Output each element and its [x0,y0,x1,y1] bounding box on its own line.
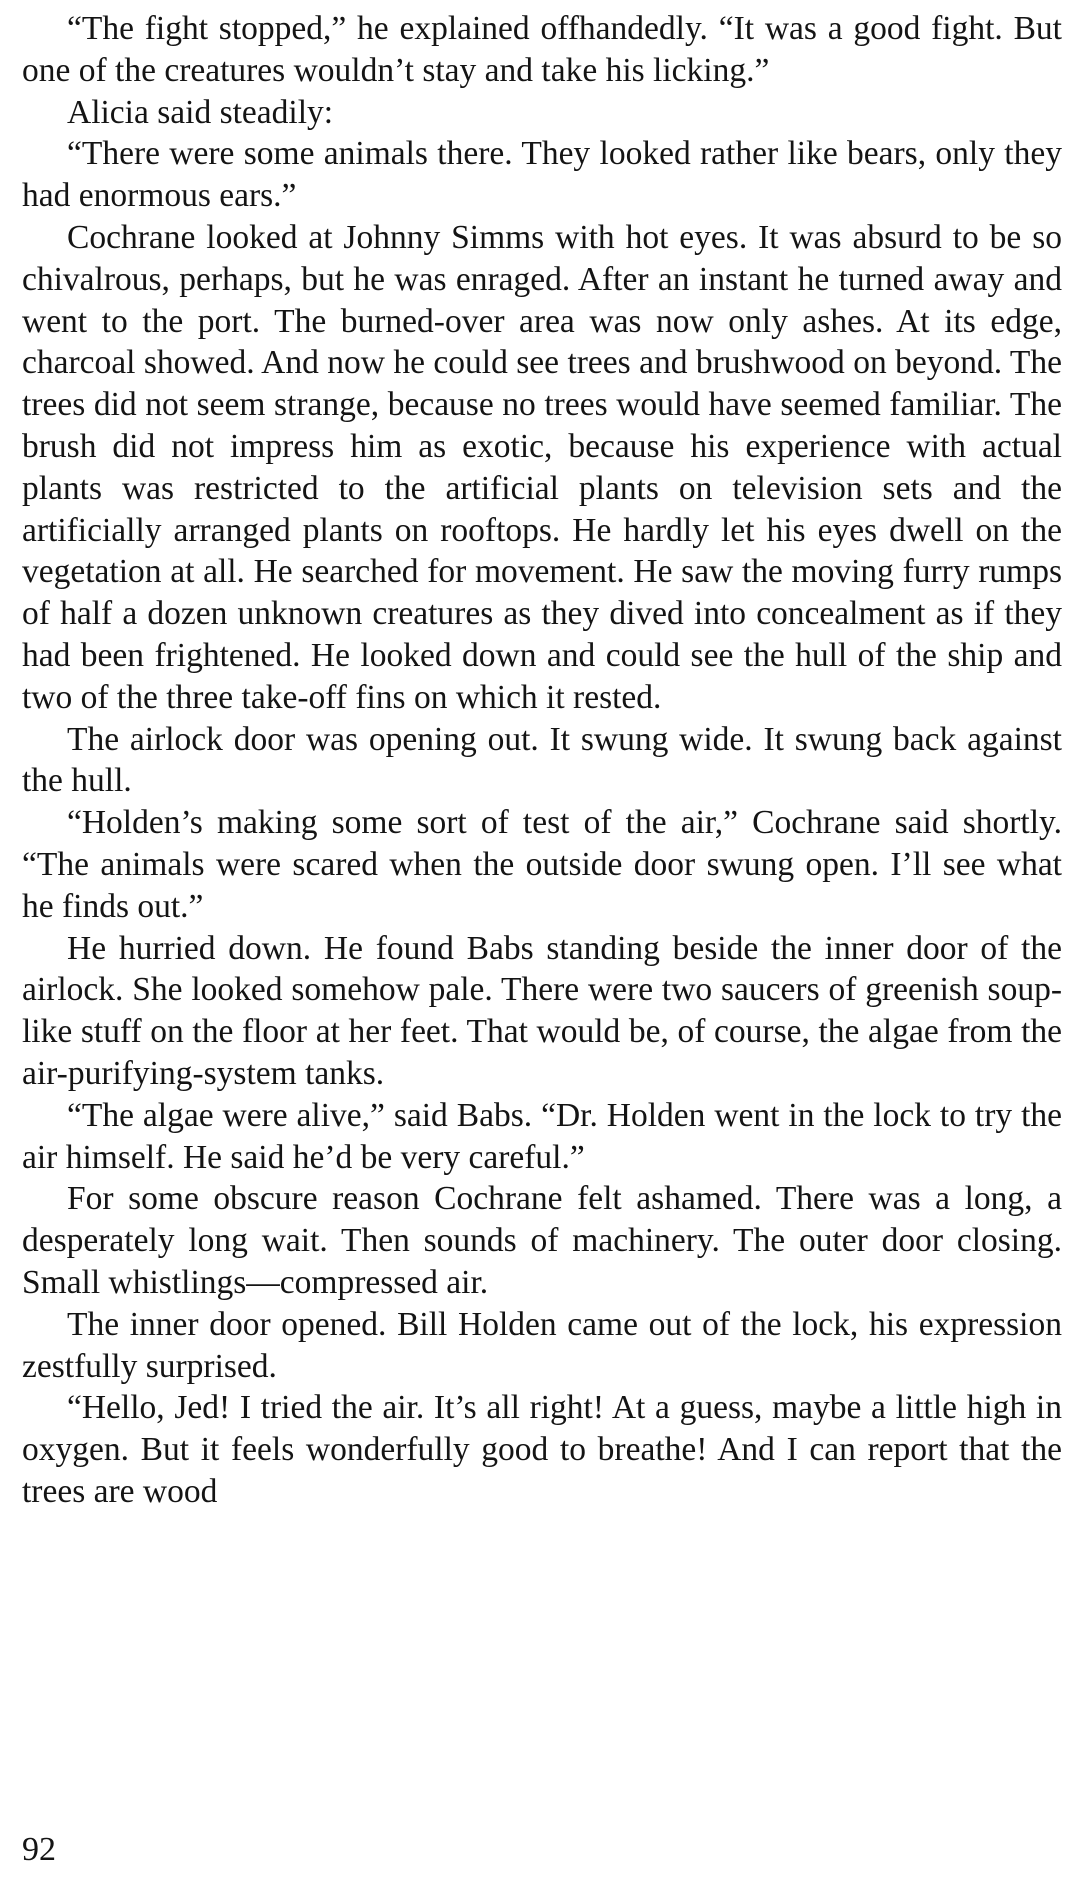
paragraph: “Hello, Jed! I tried the air. It’s all right! At a guess, maybe a little high in oxygen. But it feels wonderfully good to breathe! And I can report that the trees are wood [22,1389,1062,1510]
paragraph: Alicia said steadily: [67,93,334,131]
paragraph: Cochrane looked at Johnny Simms with hot eyes. It was absurd to be so chivalrous, perhaps, but he was enraged. After an instant he turned away and went to the port. The burned-over area was now only ashes. At its edge, charcoal showed. And now he could see trees and brushwood on beyond. The trees did not seem strange, because no trees would have seemed familiar. The brush did not impress him as exotic, because his experience with actual plants was restricted to the artificial plants on television sets and the artificially arranged plants on rooftops. He hardly let his eyes dwell on the vegetation at all. He searched for movement. He saw the moving furry rumps of half a dozen unknown creatures as they dived into concealment as if they had been frightened. He looked down and could see the hull of the ship and two of the three take-off fins on which it rested. [22,218,1062,716]
paragraph: “The algae were alive,” said Babs. “Dr. Holden went in the lock to try the air himself. He said he’d be very careful.” [22,1096,1062,1176]
paragraph: “There were some animals there. They looked rather like bears, only they had enormous ears.” [22,135,1062,215]
paragraph: The airlock door was opening out. It swung wide. It swung back against the hull. [22,720,1062,800]
paragraph: For some obscure reason Cochrane felt ashamed. There was a long, a desperately long wait. Then sounds of machinery. The outer door closing. Small whistlings—compressed air. [22,1180,1062,1301]
paragraph: He hurried down. He found Babs standing beside the inner door of the airlock. She looked somehow pale. There were two saucers of greenish soup-like stuff on the floor at her feet. That would be, of course, the algae from the air-purifying-system tanks. [22,929,1062,1092]
page-number: 92 [22,1831,56,1868]
paragraph: “The fight stopped,” he explained offhandedly. “It was a good fight. But one of the creatures wouldn’t stay and take his licking.” [22,10,1062,89]
paragraph: “Holden’s making some sort of test of the air,” Cochrane said shortly. “The animals were scared when the outside door swung open. I’ll see what he finds out.” [22,804,1062,925]
book-page [22,8,1062,1878]
paragraph: The inner door opened. Bill Holden came out of the lock, his expression zestfully surprised. [22,1305,1062,1385]
